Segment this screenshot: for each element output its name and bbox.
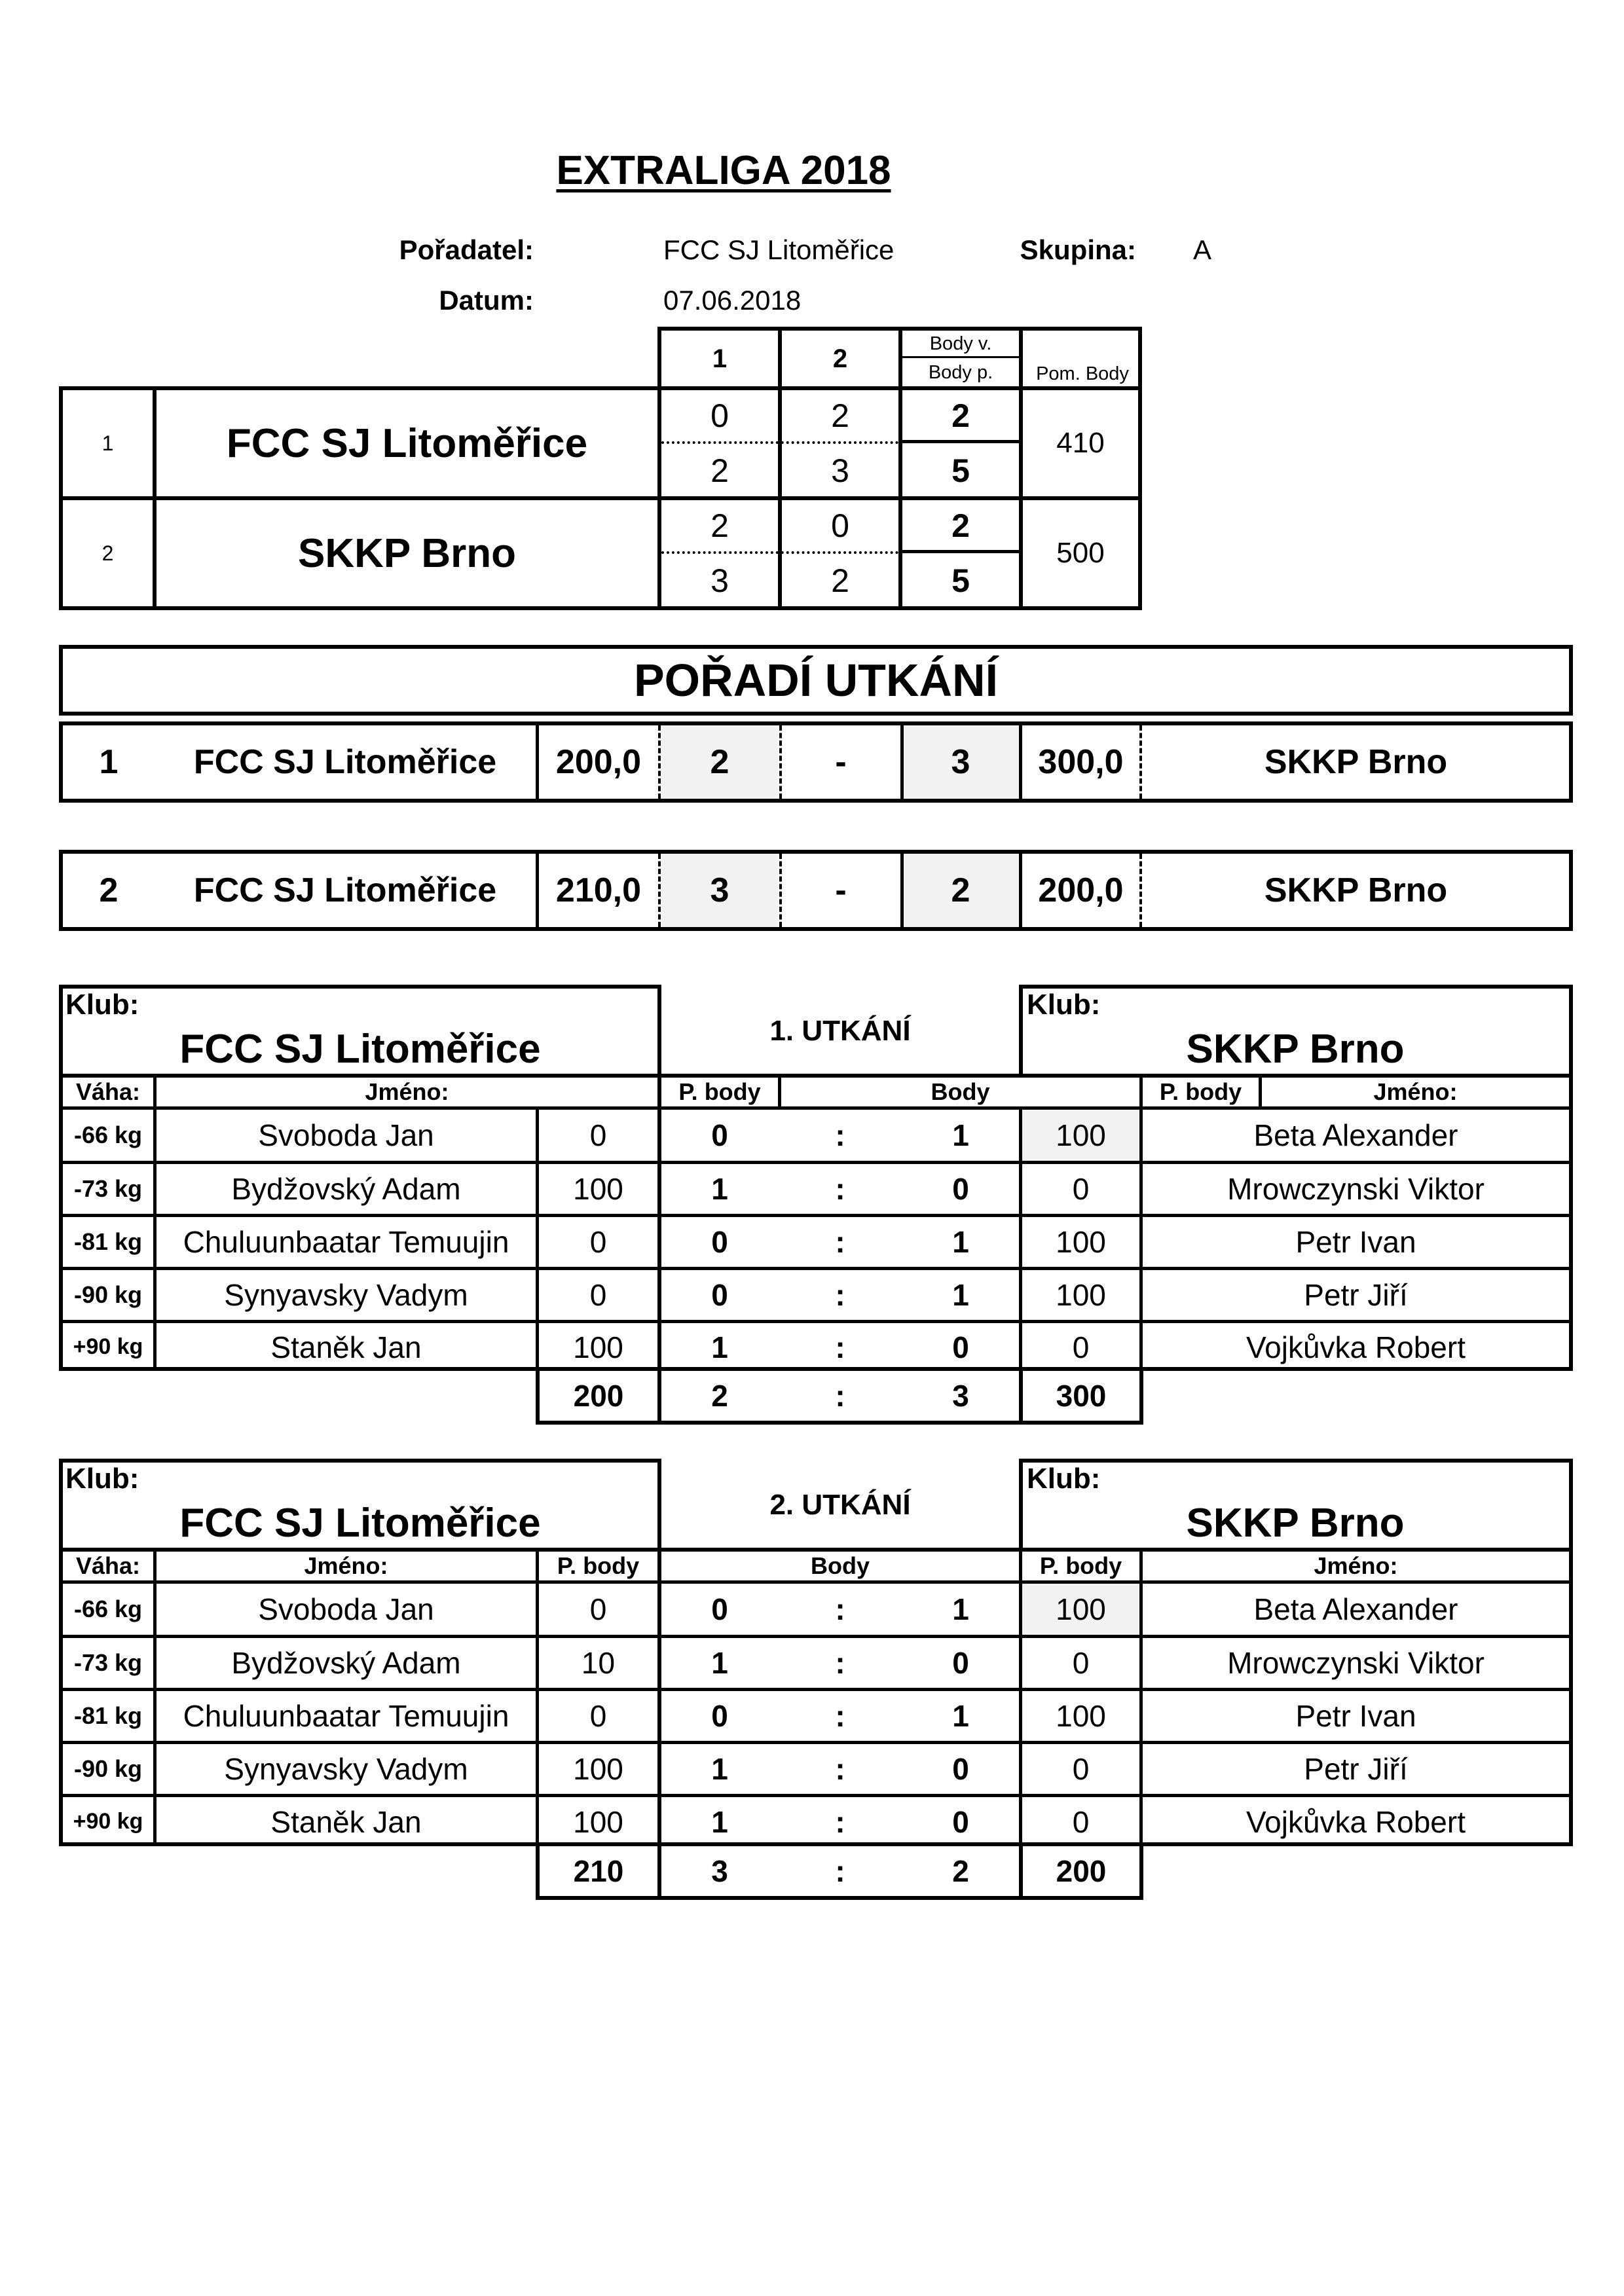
- weight-class: -66 kg: [73, 1595, 143, 1622]
- away-points: 0: [1072, 1646, 1090, 1680]
- order-title: POŘADÍ UTKÁNÍ: [633, 655, 999, 706]
- header-body: Body: [811, 1552, 870, 1579]
- score-separator: :: [835, 1278, 845, 1312]
- header-name: Jméno:: [304, 1552, 388, 1579]
- weight-class: -90 kg: [73, 1755, 143, 1782]
- home-score: 1: [711, 1172, 728, 1206]
- team-score-1-top: 2: [710, 507, 729, 544]
- away-score: 1: [952, 1699, 969, 1733]
- team-score-2-top: 0: [831, 507, 849, 544]
- home-score: 1: [711, 1330, 728, 1364]
- weight-class: -81 kg: [73, 1228, 143, 1255]
- header-p-body: P. body: [1159, 1078, 1242, 1105]
- standings-pom-body: Pom. Body: [1036, 363, 1129, 384]
- away-score: 0: [952, 1646, 969, 1680]
- away-club-name: SKKP Brno: [1186, 1500, 1405, 1546]
- team-score-2-bottom: 3: [831, 452, 849, 489]
- score-separator: :: [835, 1752, 845, 1786]
- match-home-score: 2: [710, 743, 729, 781]
- team-score-1-bottom: 3: [710, 562, 729, 599]
- away-score: 1: [952, 1225, 969, 1259]
- score-separator: :: [835, 1172, 845, 1206]
- match-home-points: 200,0: [555, 743, 642, 781]
- header-weight: Váha:: [75, 1552, 141, 1579]
- away-points: 100: [1056, 1118, 1106, 1152]
- home-score: 0: [711, 1225, 728, 1259]
- away-points: 100: [1056, 1225, 1106, 1259]
- team-body-v: 2: [951, 507, 970, 544]
- team-rank: 2: [101, 541, 114, 565]
- home-score: 0: [711, 1699, 728, 1733]
- team-name: FCC SJ Litoměřice: [226, 420, 588, 466]
- organizer-value: FCC SJ Litoměřice: [663, 234, 895, 265]
- total-away-score: 3: [952, 1379, 969, 1413]
- home-score: 0: [711, 1278, 728, 1312]
- home-score: 1: [711, 1752, 728, 1786]
- match-home-team: FCC SJ Litoměřice: [193, 871, 497, 909]
- team-score-2-top: 2: [831, 397, 849, 434]
- total-home-score: 3: [711, 1854, 728, 1888]
- home-points: 100: [573, 1752, 623, 1786]
- match-away-points: 200,0: [1038, 871, 1124, 909]
- home-score: 1: [711, 1646, 728, 1680]
- score-separator: :: [835, 1225, 845, 1259]
- weight-class: -81 kg: [73, 1702, 143, 1729]
- home-club-name: FCC SJ Litoměřice: [179, 1500, 541, 1546]
- away-score: 0: [952, 1752, 969, 1786]
- match-home-points: 210,0: [555, 871, 642, 909]
- standings-body-v: Body v.: [929, 333, 992, 354]
- standings-col-1: 1: [712, 344, 728, 373]
- match-away-team: SKKP Brno: [1264, 871, 1448, 909]
- away-points: 0: [1072, 1752, 1090, 1786]
- total-separator: :: [835, 1379, 845, 1413]
- away-fighter: Petr Jiří: [1304, 1278, 1408, 1312]
- away-points: 100: [1056, 1278, 1106, 1312]
- weight-class: -66 kg: [73, 1121, 143, 1148]
- team-body-v: 2: [951, 397, 970, 434]
- home-fighter: Bydžovský Adam: [231, 1646, 461, 1680]
- club-label: Klub:: [1027, 989, 1101, 1021]
- match-home-score: 3: [710, 871, 729, 909]
- away-points: 0: [1072, 1330, 1090, 1364]
- match-title: 1. UTKÁNÍ: [769, 1015, 911, 1047]
- home-points: 0: [589, 1699, 607, 1733]
- weight-class: -73 kg: [73, 1649, 143, 1676]
- home-score: 0: [711, 1592, 728, 1626]
- away-fighter: Petr Jiří: [1304, 1752, 1408, 1786]
- away-fighter: Vojkůvka Robert: [1246, 1804, 1466, 1839]
- match-away-score: 3: [951, 743, 970, 781]
- team-body-p: 5: [951, 452, 970, 489]
- total-separator: :: [835, 1854, 845, 1888]
- away-fighter: Petr Ivan: [1295, 1225, 1416, 1259]
- total-away-points: 200: [1056, 1854, 1107, 1888]
- score-separator: :: [835, 1592, 845, 1626]
- away-points: 100: [1056, 1592, 1106, 1626]
- organizer-label: Pořadatel:: [399, 234, 534, 265]
- home-score: 1: [711, 1804, 728, 1839]
- team-name: SKKP Brno: [297, 530, 516, 576]
- score-separator: :: [835, 1646, 845, 1680]
- home-points: 10: [581, 1646, 616, 1680]
- team-body-p: 5: [951, 562, 970, 599]
- home-points: 0: [589, 1118, 607, 1152]
- home-score: 0: [711, 1118, 728, 1152]
- team-score-2-bottom: 2: [831, 562, 849, 599]
- weight-class: -90 kg: [73, 1281, 143, 1308]
- header-body: Body: [931, 1078, 990, 1105]
- score-separator: :: [835, 1118, 845, 1152]
- page-title: EXTRALIGA 2018: [556, 148, 891, 193]
- home-fighter: Chuluunbaatar Temuujin: [183, 1699, 509, 1733]
- match-away-points: 300,0: [1038, 743, 1124, 781]
- team-score-1-top: 0: [710, 397, 729, 434]
- match-home-team: FCC SJ Litoměřice: [193, 743, 497, 781]
- match-separator: -: [835, 871, 847, 909]
- home-fighter: Synyavsky Vadym: [224, 1278, 468, 1312]
- date-label: Datum:: [439, 285, 534, 316]
- away-points: 100: [1056, 1699, 1106, 1733]
- away-fighter: Beta Alexander: [1253, 1592, 1458, 1626]
- home-points: 100: [573, 1804, 623, 1839]
- match-away-score: 2: [951, 871, 970, 909]
- date-value: 07.06.2018: [663, 285, 802, 316]
- away-fighter: Beta Alexander: [1253, 1118, 1458, 1152]
- away-club-name: SKKP Brno: [1186, 1026, 1405, 1072]
- club-label: Klub:: [65, 1463, 139, 1495]
- match-separator: -: [835, 743, 847, 781]
- away-fighter: Mrowczynski Viktor: [1227, 1172, 1485, 1206]
- away-points: 0: [1072, 1804, 1090, 1839]
- header-p-body: P. body: [678, 1078, 761, 1105]
- standings-col-2: 2: [832, 344, 848, 373]
- match-away-team: SKKP Brno: [1264, 743, 1448, 781]
- home-fighter: Staněk Jan: [270, 1330, 422, 1364]
- score-separator: :: [835, 1699, 845, 1733]
- home-fighter: Chuluunbaatar Temuujin: [183, 1225, 509, 1259]
- away-score: 1: [952, 1592, 969, 1626]
- header-weight: Váha:: [75, 1078, 141, 1105]
- match-number: 1: [99, 743, 119, 781]
- away-score: 0: [952, 1172, 969, 1206]
- home-points: 0: [589, 1592, 607, 1626]
- home-fighter: Synyavsky Vadym: [224, 1752, 468, 1786]
- team-pom-body: 500: [1056, 537, 1105, 569]
- header-p-body: P. body: [557, 1552, 640, 1579]
- club-label: Klub:: [1027, 1463, 1101, 1495]
- total-home-points: 210: [573, 1854, 624, 1888]
- match-number: 2: [99, 871, 119, 909]
- header-name: Jméno:: [1373, 1078, 1458, 1105]
- header-name: Jméno:: [365, 1078, 449, 1105]
- header-p-body: P. body: [1039, 1552, 1122, 1579]
- standings-body-p: Body p.: [928, 361, 993, 383]
- weight-class: +90 kg: [73, 1809, 143, 1834]
- away-fighter: Vojkůvka Robert: [1246, 1330, 1466, 1364]
- home-fighter: Svoboda Jan: [258, 1592, 434, 1626]
- club-label: Klub:: [65, 989, 139, 1021]
- match-title: 2. UTKÁNÍ: [769, 1489, 911, 1521]
- away-fighter: Mrowczynski Viktor: [1227, 1646, 1485, 1680]
- team-score-1-bottom: 2: [710, 452, 729, 489]
- team-pom-body: 410: [1056, 427, 1105, 459]
- away-score: 0: [952, 1804, 969, 1839]
- total-away-points: 300: [1056, 1379, 1107, 1413]
- home-points: 100: [573, 1330, 623, 1364]
- home-club-name: FCC SJ Litoměřice: [179, 1026, 541, 1072]
- away-score: 0: [952, 1330, 969, 1364]
- weight-class: +90 kg: [73, 1334, 143, 1359]
- score-separator: :: [835, 1804, 845, 1839]
- away-score: 1: [952, 1278, 969, 1312]
- home-fighter: Bydžovský Adam: [231, 1172, 461, 1206]
- away-score: 1: [952, 1118, 969, 1152]
- home-fighter: Staněk Jan: [270, 1804, 422, 1839]
- away-fighter: Petr Ivan: [1295, 1699, 1416, 1733]
- weight-class: -73 kg: [73, 1175, 143, 1202]
- score-separator: :: [835, 1330, 845, 1364]
- group-label: Skupina:: [1020, 234, 1136, 265]
- total-home-points: 200: [573, 1379, 624, 1413]
- total-away-score: 2: [952, 1854, 969, 1888]
- home-points: 100: [573, 1172, 623, 1206]
- group-value: A: [1193, 234, 1212, 265]
- total-home-score: 2: [711, 1379, 728, 1413]
- header-name: Jméno:: [1314, 1552, 1398, 1579]
- home-points: 0: [589, 1278, 607, 1312]
- away-points: 0: [1072, 1172, 1090, 1206]
- home-points: 0: [589, 1225, 607, 1259]
- home-fighter: Svoboda Jan: [258, 1118, 434, 1152]
- team-rank: 1: [101, 431, 114, 455]
